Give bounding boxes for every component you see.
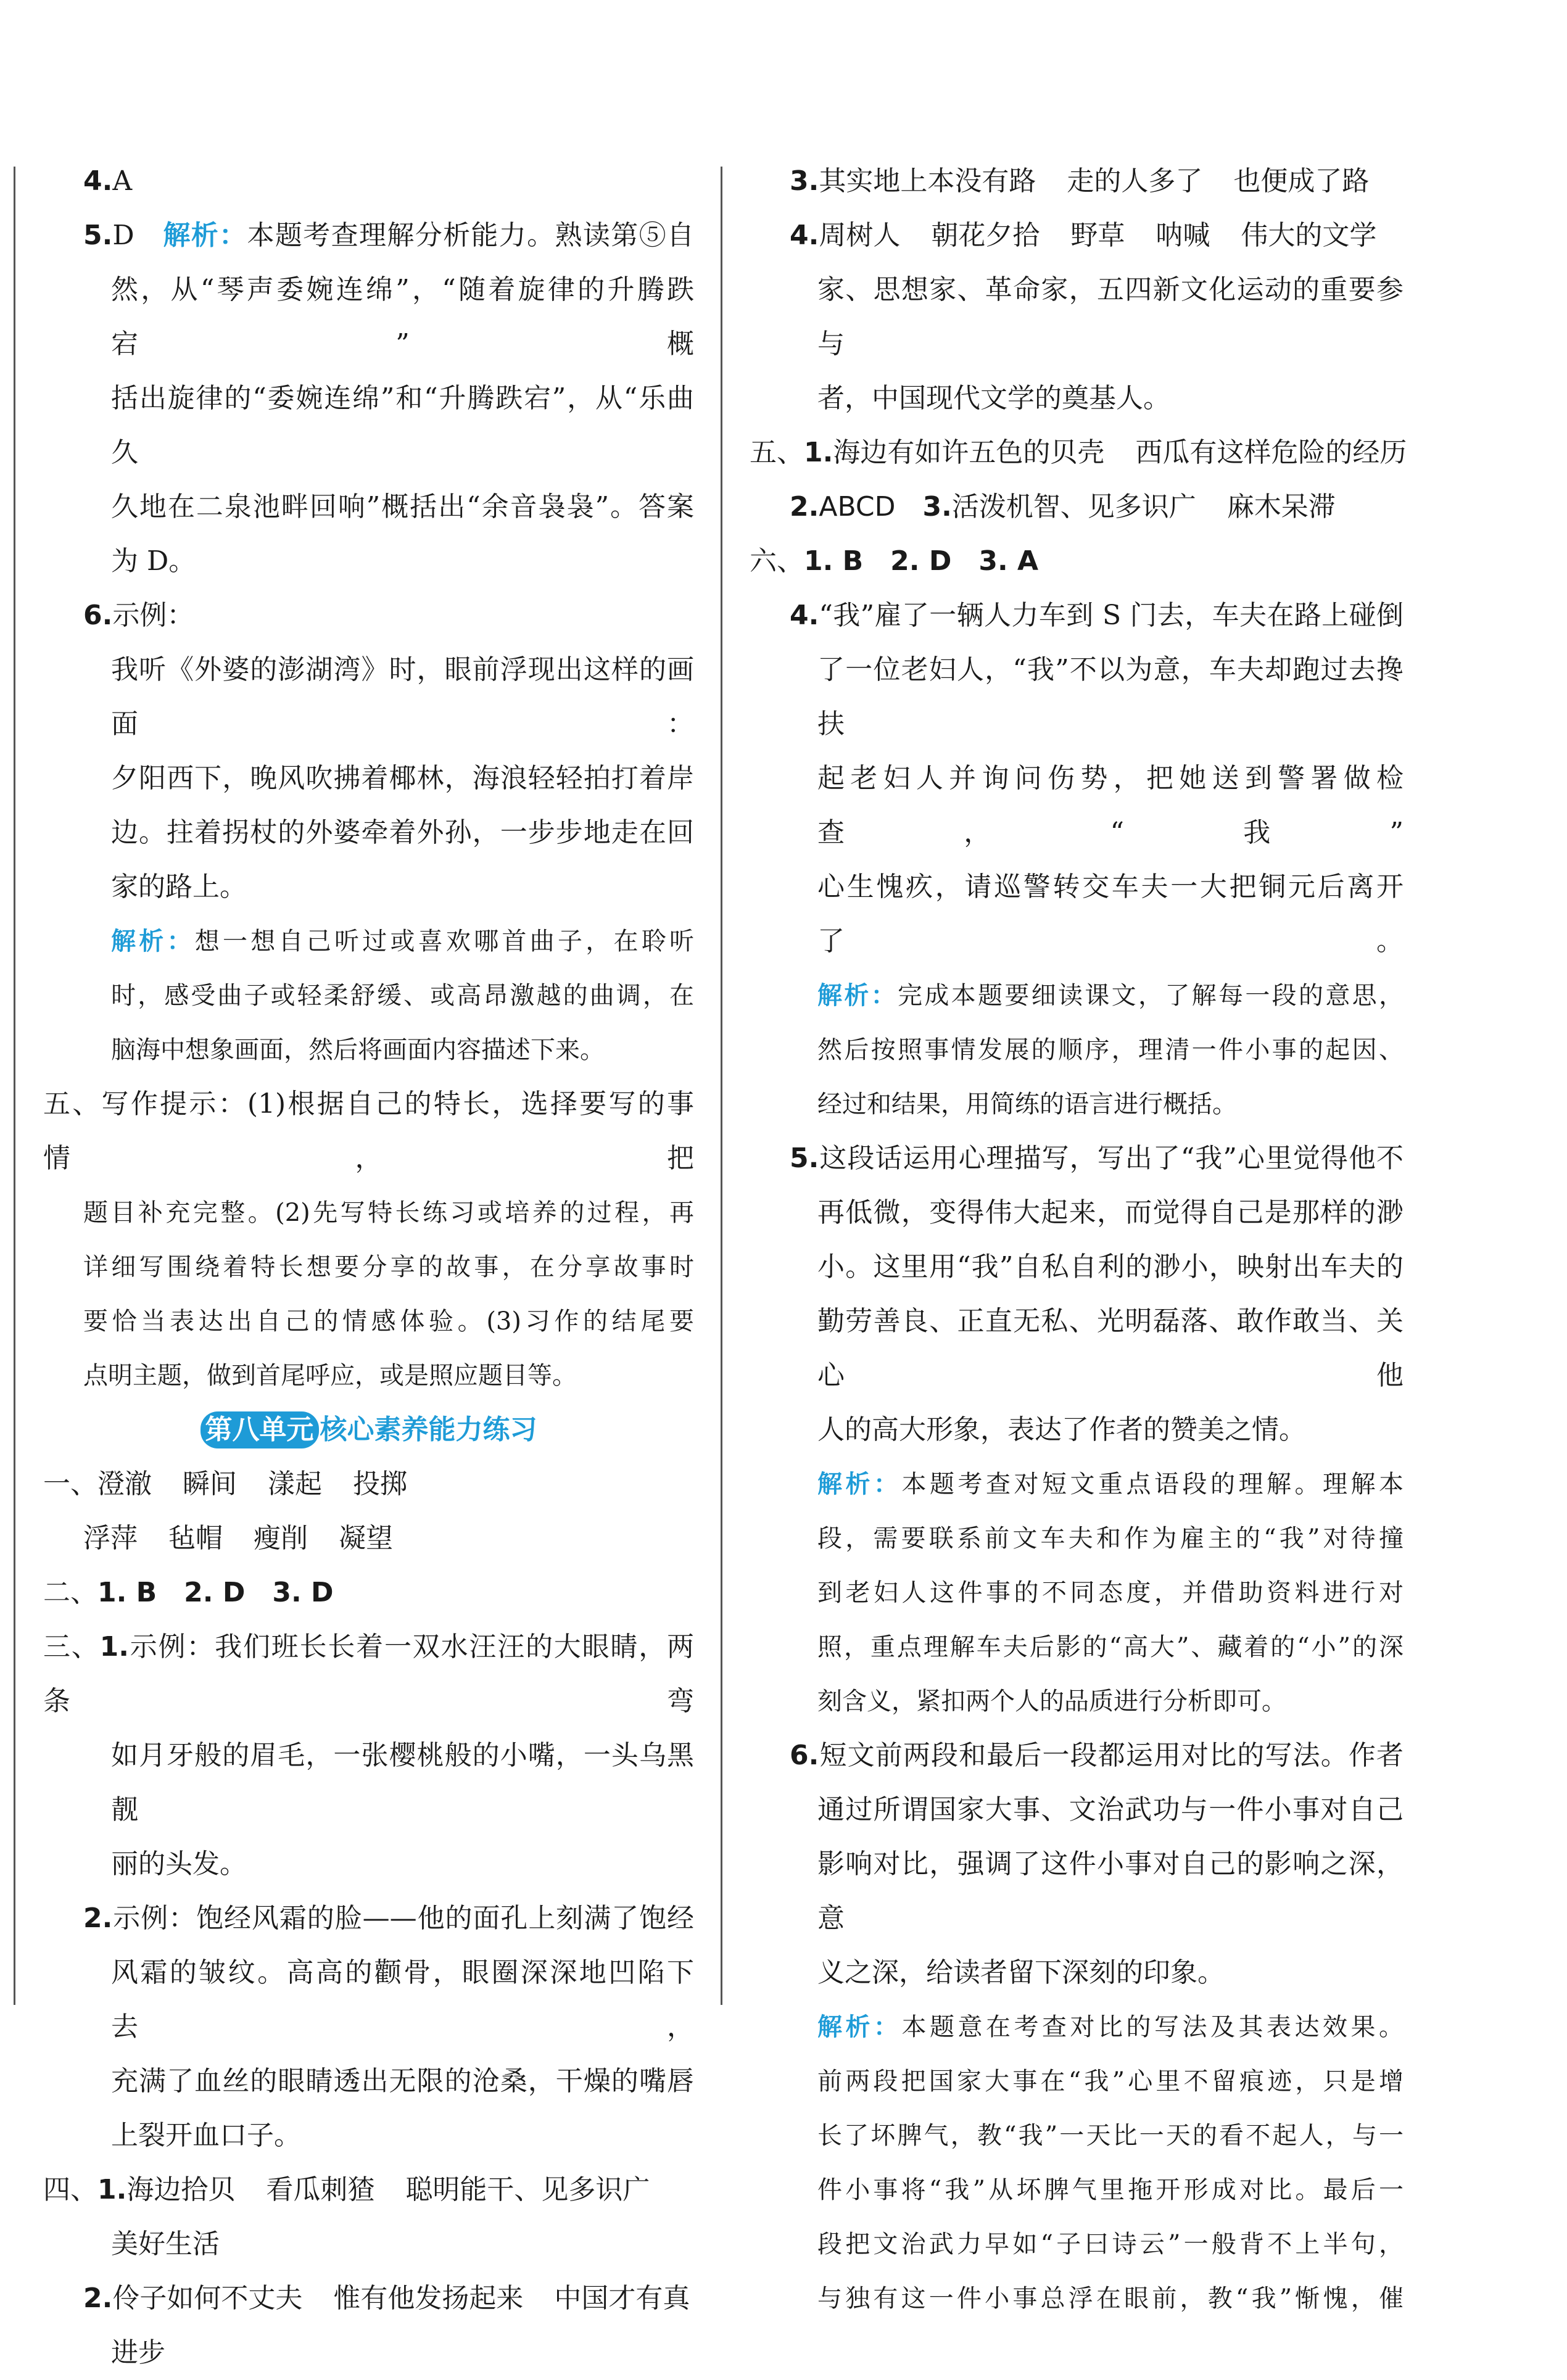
left-s2: 二、1. B 2. D 3. D bbox=[43, 1577, 334, 1608]
right-s6-q5-line-5: 人的高大形象，表达了作者的赞美之情。 bbox=[817, 1414, 1306, 1445]
right-s6-q5-ana-5: 刻含义，紧扣两个人的品质进行分析即可。 bbox=[817, 1687, 1286, 1716]
right-s5-q2-q3: 2.ABCD 3.活泼机智、见多识广 麻木呆滞 bbox=[790, 491, 1336, 523]
right-s6-q5-ana-4: 照，重点理解车夫后影的“高大”、藏着的“小”的深 bbox=[817, 1633, 1404, 1661]
left-s3-q2-line-2: 风霜的皱纹。高高的颧骨，眼圈深深地凹陷下去， bbox=[111, 1957, 694, 2043]
unit-title-pill: 第八单元 bbox=[201, 1411, 319, 1448]
right-s6-q4-line-3: 起老妇人并询问伤势，把她送到警署做检查，“我” bbox=[817, 762, 1404, 848]
right-s5-q1: 五、1.海边有如许五色的贝壳 西瓜有这样危险的经历 bbox=[750, 437, 1407, 468]
left-q6-line-2: 夕阳西下，晚风吹拂着椰林，海浪轻轻拍打着岸 bbox=[111, 762, 694, 794]
left-s4-q2-row-1: 2.伶子如何不丈夫 惟有他发扬起来 中国才有真 bbox=[83, 2283, 690, 2314]
left-s3-q1-line-2: 如月牙般的眉毛，一张樱桃般的小嘴，一头乌黑靓 bbox=[111, 1740, 694, 1825]
column-divider bbox=[721, 167, 722, 2005]
left-s3-q2-line-3: 充满了血丝的眼睛透出无限的沧桑，干燥的嘴唇 bbox=[111, 2065, 694, 2097]
right-s6-q4-ana-3: 经过和结果，用简练的语言进行概括。 bbox=[817, 1090, 1237, 1118]
left-q5-line-2: 然，从“琴声委婉连绵”，“随着旋律的升腾跌宕”概 bbox=[111, 274, 694, 360]
right-s6-q5-line-2: 再低微，变得伟大起来，而觉得自己是那样的渺 bbox=[817, 1197, 1404, 1228]
left-s3-q1-line-1: 三、1.示例：我们班长长着一双水汪汪的大眼睛，两条弯 bbox=[43, 1631, 695, 1717]
left-q6-line-3: 边。拄着拐杖的外婆牵着外孙，一步步地走在回 bbox=[111, 817, 694, 848]
analysis-label: 解析： bbox=[817, 2013, 902, 2041]
right-s6-q5-line-1: 5.这段话运用心理描写，写出了“我”心里觉得他不 bbox=[790, 1142, 1404, 1174]
left-q5-line-4: 久地在二泉池畔回响”概括出“余音袅袅”。答案 bbox=[111, 491, 694, 523]
left-q5-line-5: 为 D。 bbox=[111, 545, 196, 577]
right-q4-line-2: 家、思想家、革命家，五四新文化运动的重要参与 bbox=[817, 274, 1404, 360]
left-s4-q1-row-1: 四、1.海边拾贝 看瓜刺猹 聪明能干、见多识广 bbox=[43, 2174, 650, 2205]
left-sec5-line-4: 要恰当表达出自己的情感体验。(3)习作的结尾要 bbox=[83, 1307, 694, 1336]
right-s6-q5-line-3: 小。这里用“我”自私自利的渺小，映射出车夫的 bbox=[817, 1251, 1404, 1283]
right-s6-q6-line-2: 通过所谓国家大事、文治武功与一件小事对自己 bbox=[817, 1794, 1404, 1825]
right-s6-q6-line-3: 影响对比，强调了这件小事对自己的影响之深，意 bbox=[817, 1848, 1404, 1934]
left-margin-line bbox=[14, 167, 15, 2005]
left-s1-row-1: 一、澄澈 瞬间 漾起 投掷 bbox=[43, 1468, 407, 1500]
right-s6-q5-ana-1: 解析：本题考查对短文重点语段的理解。理解本 bbox=[817, 1470, 1404, 1498]
left-q5-line-1: 5.D 解析：本题考查理解分析能力。熟读第⑤自 bbox=[83, 220, 695, 251]
left-q6-ana-1: 解析：想一想自己听过或喜欢哪首曲子，在聆听 bbox=[111, 927, 694, 956]
right-s6-q6-line-4: 义之深，给读者留下深刻的印象。 bbox=[817, 1957, 1225, 1988]
right-column bbox=[750, 154, 1407, 2326]
right-s6-q6-ana-2: 前两段把国家大事在“我”心里不留痕迹，只是增 bbox=[817, 2067, 1404, 2096]
left-s4-q1-row-2: 美好生活 bbox=[111, 2228, 220, 2260]
right-s6-q4-ana-1: 解析：完成本题要细读课文，了解每一段的意思， bbox=[817, 981, 1404, 1010]
right-s6-q6-ana-6: 与独有这一件小事总浮在眼前，教“我”惭愧，催 bbox=[817, 2284, 1404, 2313]
right-s6-q6-ana-5: 段把文治武力早如“子曰诗云”一般背不上半句， bbox=[817, 2230, 1404, 2258]
right-s6-q5-ana-3: 到老妇人这件事的不同态度，并借助资料进行对 bbox=[817, 1579, 1404, 1607]
analysis-label: 解析： bbox=[817, 1470, 902, 1498]
right-s6-q6-ana-4: 件小事将“我”从坏脾气里拖开形成对比。最后一 bbox=[817, 2176, 1404, 2204]
left-s3-q2-line-4: 上裂开血口子。 bbox=[111, 2120, 301, 2151]
unit-title bbox=[43, 1403, 694, 1457]
right-q4-row-1: 4.周树人 朝花夕拾 野草 呐喊 伟大的文学 bbox=[790, 220, 1377, 251]
left-q5-line-3: 括出旋律的“委婉连绵”和“升腾跌宕”，从“乐曲久 bbox=[111, 382, 694, 468]
analysis-label: 解析： bbox=[111, 927, 195, 956]
left-sec5-line-5: 点明主题，做到首尾呼应，或是照应题目等。 bbox=[83, 1361, 577, 1390]
left-q6-ana-2: 时，感受曲子或轻柔舒缓、或高昂激越的曲调，在 bbox=[111, 981, 694, 1010]
right-s6-line-1: 六、1. B 2. D 3. A bbox=[750, 545, 1039, 577]
left-sec5-line-3: 详细写围绕着特长想要分享的故事，在分享故事时 bbox=[83, 1253, 694, 1281]
right-s6-q4-line-2: 了一位老妇人，“我”不以为意，车夫却跑过去搀扶 bbox=[817, 654, 1404, 740]
right-s6-q5-ana-2: 段，需要联系前文车夫和作为雇主的“我”对待撞 bbox=[817, 1524, 1404, 1553]
left-column bbox=[43, 154, 694, 2380]
right-s6-q6-ana-1: 解析：本题意在考查对比的写法及其表达效果。 bbox=[817, 2013, 1404, 2041]
left-s4-q2-row-2: 进步 bbox=[111, 2337, 165, 2368]
left-s1-row-2: 浮萍 毡帽 瘦削 凝望 bbox=[83, 1523, 393, 1554]
right-s6-q4-line-4: 心生愧疚，请巡警转交车夫一大把铜元后离开了。 bbox=[817, 871, 1404, 957]
unit-title-rest: 核心素养能力练习 bbox=[320, 1414, 537, 1445]
analysis-label: 解析： bbox=[163, 220, 247, 251]
analysis-label: 解析： bbox=[817, 981, 898, 1010]
left-q6-ana-3: 脑海中想象画面，然后将画面内容描述下来。 bbox=[111, 1036, 605, 1064]
right-q4-line-3: 者，中国现代文学的奠基人。 bbox=[817, 382, 1170, 414]
right-q3: 3.其实地上本没有路 走的人多了 也便成了路 bbox=[790, 165, 1370, 197]
right-s6-q6-line-1: 6.短文前两段和最后一段都运用对比的写法。作者 bbox=[790, 1740, 1404, 1771]
left-s3-q1-line-3: 丽的头发。 bbox=[111, 1848, 247, 1880]
left-q6-line-4: 家的路上。 bbox=[111, 871, 247, 903]
left-q4: 4.A bbox=[83, 165, 133, 197]
left-sec5-line-2: 题目补充完整。(2)先写特长练习或培养的过程，再 bbox=[83, 1199, 694, 1227]
right-s6-q4-line-1: 4.“我”雇了一辆人力车到 S 门去，车夫在路上碰倒 bbox=[790, 600, 1404, 631]
right-s6-q6-ana-3: 长了坏脾气，教“我”一天比一天的看不起人，与一 bbox=[817, 2122, 1404, 2150]
left-sec5-line-1: 五、写作提示：(1)根据自己的特长，选择要写的事情，把 bbox=[43, 1088, 695, 1174]
left-q6-head: 6.示例： bbox=[83, 600, 194, 631]
right-s6-q4-ana-2: 然后按照事情发展的顺序，理清一件小事的起因、 bbox=[817, 1036, 1404, 1064]
left-q6-line-1: 我听《外婆的澎湖湾》时，眼前浮现出这样的画面： bbox=[111, 654, 694, 740]
right-s6-q5-line-4: 勤劳善良、正直无私、光明磊落、敢作敢当、关心他 bbox=[817, 1305, 1404, 1391]
left-s3-q2-line-1: 2.示例：饱经风霜的脸——他的面孔上刻满了饱经 bbox=[83, 1903, 694, 1934]
